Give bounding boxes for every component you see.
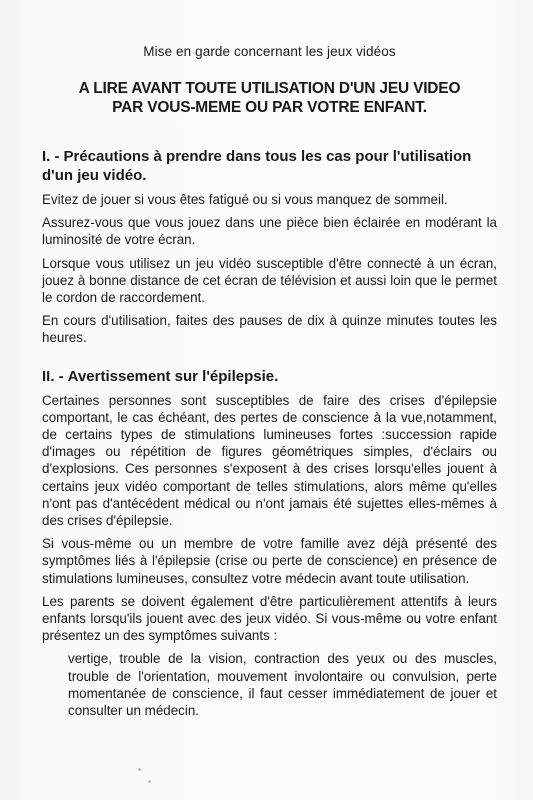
paragraph-lighting: Assurez-vous que vous jouez dans une pièce bien éclairée en modérant la luminosité de votre écran. (42, 215, 497, 248)
paragraph-parents: Les parents se doivent également d'être particulièrement attentifs à leurs enfants lorsqu'ils jouent avec des jeux vidéo. Si vous-même ou votre enfant présentez un des symptômes suivants : (42, 593, 497, 644)
section-number: II. - (42, 367, 64, 385)
paragraph-family-history: Si vous-même ou un membre de votre famille avez déjà présenté des symptômes liés à l'épilepsie (crise ou perte de conscience) en présence de stimulations lumineuses, consultez votre médecin avant toute utilisation. (42, 536, 497, 586)
paragraph-epilepsy-risk: Certaines personnes sont susceptibles de faire des crises d'épilepsie comportant, le cas échéant, des pertes de conscience à la vue,notamment, de certains types de stimulations lumineuses fortes :succession rapide d'images ou répétition de figures géométriques simples, d'éclairs ou d'explosions. Ces personnes s'exposent à des crises lorsqu'elles jouent à certains jeux vidéo comportant de telles stimulations, alors même qu'elles n'ont pas d'antécédent médical ou n'ont jamais été sujettes elles-mêmes à des crises d'épilepsie. (42, 392, 497, 529)
section-number: I. - (42, 148, 60, 165)
section-title: Avertissement sur l'épilepsie. (67, 367, 279, 385)
section-epilepsy-warning (42, 367, 497, 720)
section-title: Précautions à prendre dans tous les cas pour l'utilisation d'un jeu vidéo. (42, 148, 472, 184)
document-title-line-1: A LIRE AVANT TOUTE UTILISATION D'UN JEU VIDEO (78, 80, 461, 97)
section-heading-epilepsy (42, 367, 497, 386)
paragraph-distance: Lorsque vous utilisez un jeu vidéo susceptible d'être connecté à un écran, jouez à bonne distance de cet écran de télévision et aussi loin que le permet le cordon de raccordement. (42, 255, 497, 306)
document-subtitle: Mise en garde concernant les jeux vidéos (143, 44, 396, 59)
section-precautions (42, 147, 497, 347)
document-title (42, 79, 497, 117)
paragraph-symptoms: vertige, trouble de la vision, contraction des yeux ou des muscles, trouble de l'orientation, mouvement involontaire ou convulsion, perte momentanée de conscience, il faut cesser immédiatement de jouer et consulter un médecin. (68, 651, 497, 719)
document-title-line-2: PAR VOUS-MEME OU PAR VOTRE ENFANT. (112, 99, 427, 116)
paragraph-breaks: En cours d'utilisation, faites des pauses de dix à quinze minutes toutes les heures. (42, 313, 497, 346)
scan-speck (138, 768, 141, 771)
scan-speck (148, 780, 151, 783)
section-heading-precautions (42, 147, 497, 185)
paragraph-fatigue: Evitez de jouer si vous êtes fatigué ou si vous manquez de sommeil. (42, 192, 448, 207)
